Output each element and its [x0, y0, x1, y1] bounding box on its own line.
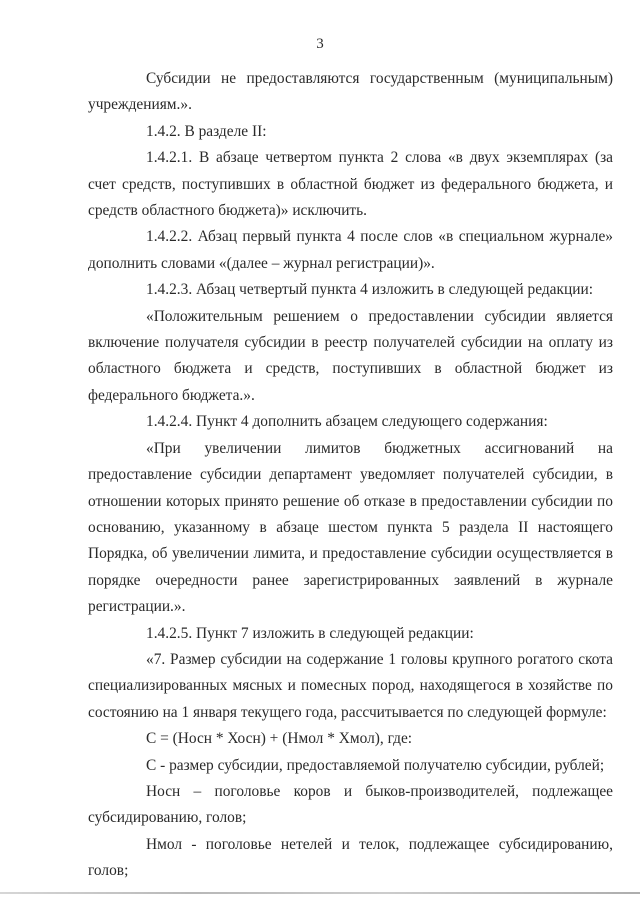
- paragraph: 1.4.2.2. Абзац первый пункта 4 после слов «в специальном журнале» дополнить словами «(далее – журнал регистрации)».: [88, 228, 613, 272]
- paragraph: 1.4.2. В разделе II:: [146, 122, 267, 140]
- document-body: [88, 66, 613, 885]
- paragraph: «При увеличении лимитов бюджетных ассигнований на предоставление субсидии департамент уведомляет получателей субсидии, в отношении которых принято решение об отказе в предоставлении субсидии по основанию, указанному в абзаце шестом пункта 5 раздела II настоящего Порядка, об увеличении лимита, и предоставление субсидии осуществляется в порядке очередности ранее зарегистрированных заявлений в журнале регистрации.».: [88, 439, 613, 616]
- paragraph: «Положительным решением о предоставлении субсидии является включение получателя субсидии в реестр получателей субсидии на оплату из областного бюджета и средств, поступивших в областной бюджет из федерального бюджета.».: [88, 307, 613, 404]
- formula: С = (Носн * Хосн) + (Нмол * Хмол), где:: [146, 730, 413, 748]
- paragraph: 1.4.2.4. Пункт 4 дополнить абзацем следующего содержания:: [146, 413, 548, 431]
- page-bottom-edge: [0, 892, 640, 894]
- paragraph: Носн – поголовье коров и быков-производителей, подлежащее субсидированию, голов;: [88, 782, 613, 827]
- paragraph: Нмол - поголовье нетелей и телок, подлежащее субсидированию, голов;: [88, 835, 613, 880]
- paragraph: 1.4.2.3. Абзац четвертый пункта 4 изложить в следующей редакции:: [146, 281, 593, 299]
- paragraph: С - размер субсидии, предоставляемой получателю субсидии, рублей;: [146, 756, 605, 774]
- paragraph: «7. Размер субсидии на содержание 1 головы крупного рогатого скота специализированных мясных и помесных пород, находящегося в хозяйстве по состоянию на 1 января текущего года, рассчитывается по следующей формуле:: [88, 650, 613, 721]
- paragraph: 1.4.2.1. В абзаце четвертом пункта 2 слова «в двух экземплярах (за счет средств, поступивших в областной бюджет из федерального бюджета, и средств областного бюджета)» исключить.: [88, 149, 613, 220]
- paragraph: 1.4.2.5. Пункт 7 изложить в следующей редакции:: [146, 624, 474, 642]
- paragraph: Субсидии не предоставляются государственным (муниципальным) учреждениям.».: [88, 70, 613, 114]
- page-number: 3: [316, 36, 324, 52]
